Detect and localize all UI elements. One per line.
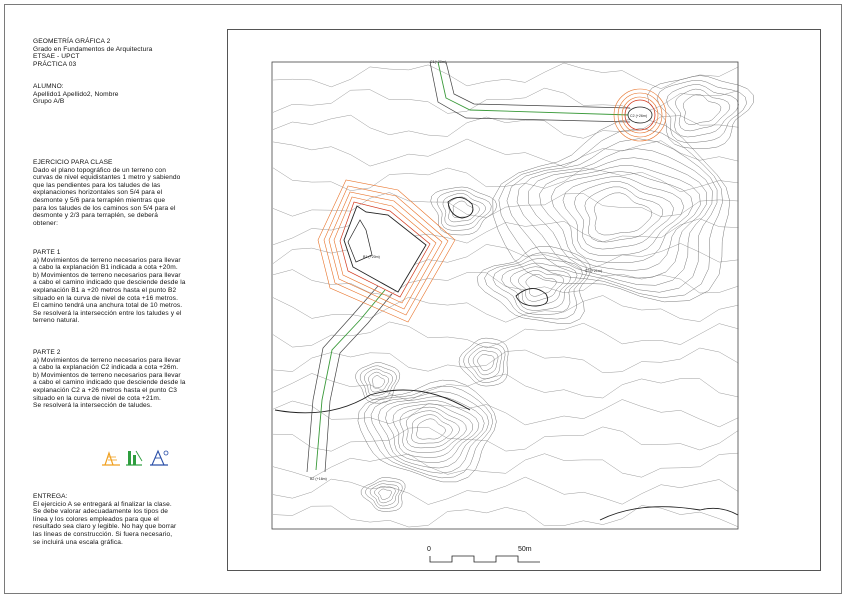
student-label: ALUMNO:: [33, 83, 64, 90]
platform-b1: [318, 180, 455, 322]
text-line: b) Movimientos de terreno necesarios para llevar: [33, 371, 181, 379]
text-line: desmonte y 5/6 para terraplén mientras que: [33, 196, 166, 204]
text-line: para los taludes de los caminos son 5/4 para el: [33, 204, 176, 212]
label-c2: C2 (+26m): [630, 114, 648, 118]
text-line: se incluirá una escala gráfica.: [33, 538, 123, 546]
map-boundary: [272, 62, 738, 529]
text-line: Se resolverá la intersección de taludes.: [33, 402, 153, 410]
text-line: a) Movimientos de terreno necesarios para llevar: [33, 256, 181, 264]
degree-name: Grado en Fundamentos de Arquitectura: [33, 45, 153, 53]
student-group: Grupo A/B: [33, 98, 65, 106]
graphic-scale: [427, 546, 540, 562]
text-line: explanaciones horizontales son 5/4 para el: [33, 189, 163, 197]
text-line: explanación C2 a +26 metros hasta el punto C3: [33, 386, 177, 394]
delivery-title: ENTREGA:: [33, 493, 68, 500]
scale-start-label: 0: [427, 546, 431, 553]
road-b1-b2: [307, 286, 392, 472]
text-line: Se debe valorar adecuadamente los tipos de: [33, 508, 169, 516]
school-name: ETSAE - UPCT: [33, 53, 80, 61]
text-line: desmonte y 2/3 para terraplén, se deberá: [33, 212, 158, 220]
part1-title: PARTE 1: [33, 249, 61, 256]
text-line: explanación B1 a +20 metros hasta el punto B2: [33, 286, 177, 294]
text-line: El ejercicio A se entregará al finalizar la clase.: [33, 500, 172, 508]
text-line: b) Movimientos de terreno necesarios para llevar: [33, 271, 181, 279]
student-name: Apellido1 Apellido2, Nombre: [33, 90, 119, 98]
text-line: a) Movimientos de terreno necesarios para llevar: [33, 356, 181, 364]
text-line: a cabo la explanación C2 indicada a cota +26m.: [33, 364, 179, 372]
practice-name: PRÁCTICA 03: [33, 60, 77, 68]
label-c1: C1(+20m): [430, 60, 447, 64]
label-b2: B2 (+16m): [310, 477, 327, 481]
text-line: situado en la curva de nivel de cota +21m.: [33, 394, 161, 402]
exercise-title: EJERCICIO PARA CLASE: [33, 159, 113, 166]
scale-end-label: 50m: [518, 546, 532, 553]
text-line: que las pendientes para los taludes de las: [33, 181, 161, 189]
text-line: El camino tendrá una anchura total de 10 metros.: [33, 302, 183, 310]
label-b1: B1 (+20m): [363, 255, 380, 259]
text-line: a cabo la explanación B1 indicada a cota +20m.: [33, 264, 178, 272]
text-line: resultado sea claro y legible. No hay que borrar: [33, 523, 177, 531]
label-c3: C3 (+21m): [585, 269, 603, 273]
text-line: a cabo el camino indicado que desciende desde la: [33, 379, 186, 387]
text-line: Se resolverá la intersección entre los taludes y el: [33, 309, 182, 317]
part2-title: PARTE 2: [33, 349, 61, 356]
text-line: Dado el plano topográfico de un terreno con: [33, 166, 166, 174]
text-line: obtener:: [33, 219, 58, 227]
text-line: terreno natural.: [33, 317, 80, 325]
contour-lines: [273, 63, 753, 527]
text-line: a cabo el camino indicado que desciende desde la: [33, 279, 186, 287]
course-title: GEOMETRÍA GRÁFICA 2: [33, 38, 111, 45]
text-line: las líneas de construcción. Si fuera necesario,: [33, 530, 173, 538]
index-contours: [275, 197, 738, 520]
road-c2-c3: [430, 62, 630, 122]
text-line: curvas de nivel equidistantes 1 metro y sabiendo: [33, 174, 181, 182]
text-line: línea y los colores empleados para que el: [33, 515, 159, 523]
text-line: situado en la curva de nivel de cota +16 metros.: [33, 294, 179, 302]
